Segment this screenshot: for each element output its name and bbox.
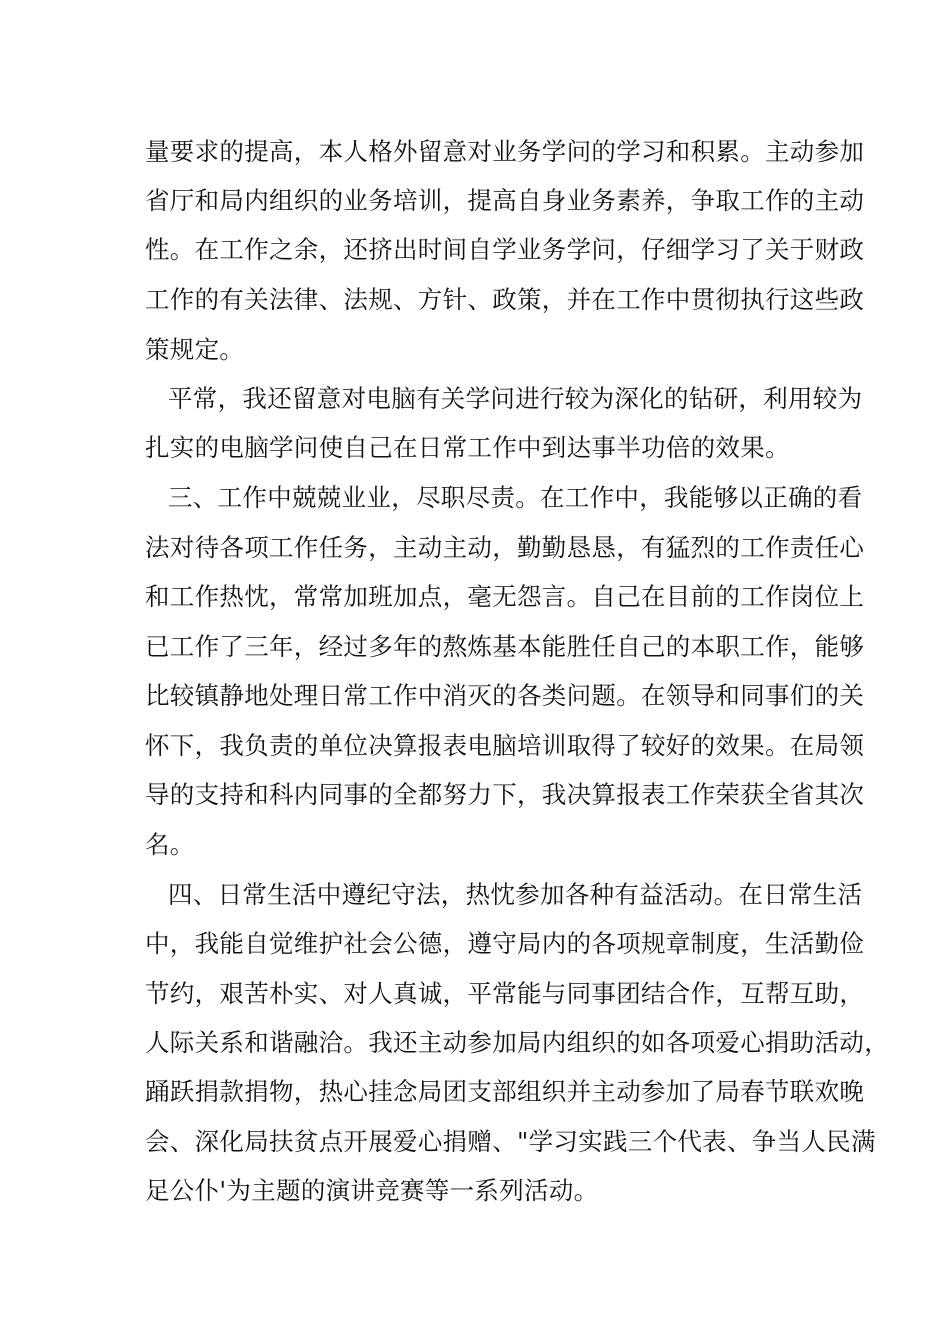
text-line: 省厅和局内组织的业务培训，提高自身业务素养，争取工作的主动 [145,186,865,215]
text-line: 踊跃捐款捐物，热心挂念局团支部组织并主动参加了局春节联欢晚 [145,1077,865,1106]
text-line: 怀下，我负责的单位决算报表电脑培训取得了较好的效果。在局领 [145,731,865,760]
text-line: 已工作了三年，经过多年的熬炼基本能胜任自己的本职工作，能够 [145,632,865,661]
text-line: 平常，我还留意对电脑有关学问进行较为深化的钻研，利用较为 [168,384,863,413]
text-line: 策规定。 [145,335,245,364]
text-line: 工作的有关法律、法规、方针、政策，并在工作中贯彻执行这些政 [145,285,865,314]
text-line: 中，我能自觉维护社会公德，遵守局内的各项规章制度，生活勤俭 [145,929,865,958]
text-line: 性。在工作之余，还挤出时间自学业务学问，仔细学习了关于财政 [145,235,865,264]
text-line: 节约，艰苦朴实、对人真诚，平常能与同事团结合作，互帮互助， [145,979,865,1008]
text-line: 四、日常生活中遵纪守法，热忱参加各种有益活动。在日常生活 [168,880,863,909]
text-line: 法对待各项工作任务，主动主动，勤勤恳恳，有猛烈的工作责任心 [145,533,865,562]
text-line: 人际关系和谐融洽。我还主动参加局内组织的如各项爱心捐助活动， [145,1028,889,1057]
text-line: 量要求的提高，本人格外留意对业务学问的学习和积累。主动参加 [145,137,865,166]
text-line: 比较镇静地处理日常工作中消灭的各类问题。在领导和同事们的关 [145,681,865,710]
text-line: 足公仆'为主题的演讲竞赛等一系列活动。 [145,1176,599,1205]
text-line: 三、工作中兢兢业业，尽职尽责。在工作中，我能够以正确的看 [168,483,863,512]
text-line: 名。 [145,830,195,859]
text-line: 会、深化局扶贫点开展爱心捐赠、"学习实践三个代表、争当人民满 [145,1127,876,1156]
text-line: 扎实的电脑学问使自己在日常工作中到达事半功倍的效果。 [145,433,790,462]
text-line: 导的支持和科内同事的全都努力下，我决算报表工作荣获全省其次 [145,780,865,809]
text-line: 和工作热忱，常常加班加点，毫无怨言。自己在目前的工作岗位上 [145,582,865,611]
